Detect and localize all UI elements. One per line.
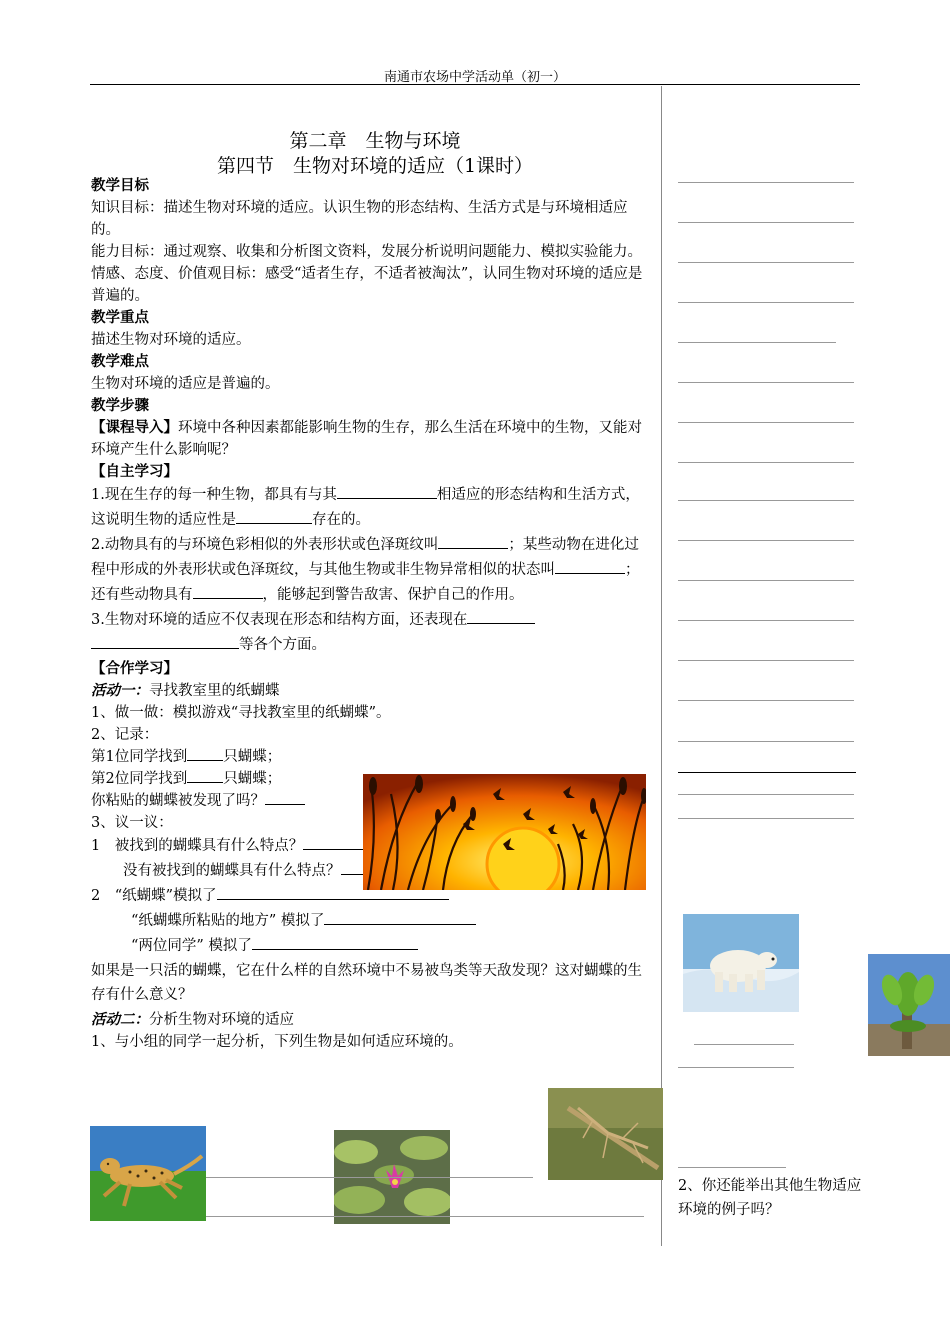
butterfly-sunset-image [363, 774, 646, 890]
stick-insect-svg [548, 1088, 663, 1180]
goal-knowledge: 知识目标：描述生物对环境的适应。认识生物的形态结构、生活方式是与环境相适应的。 [91, 200, 628, 238]
record-2-unit: 只蝴蝶； [223, 771, 282, 787]
record-2-blank[interactable] [187, 768, 223, 783]
activity-2-label: 活动二： [91, 1011, 149, 1028]
note-line [678, 620, 854, 621]
q1-part-a: 1.现在生存的每一种生物，都具有与其 [91, 487, 337, 503]
q2-blank-3[interactable] [193, 584, 263, 599]
activity-2-heading [91, 1009, 651, 1031]
self-question-2 [91, 533, 651, 608]
cheetah-svg [90, 1126, 206, 1221]
record-row-1 [91, 746, 651, 768]
note-line [678, 302, 854, 303]
self-study-heading: 【自主学习】 [91, 463, 178, 480]
q2-blank-2[interactable] [555, 559, 625, 574]
record-1-blank[interactable] [187, 746, 223, 761]
q2-blank-1[interactable] [438, 534, 508, 549]
cactus-image [868, 954, 950, 1056]
goal-ability: 能力目标：通过观察、收集和分析图文资料，发展分析说明问题能力、模拟实验能力。 [91, 244, 642, 260]
q2-part-d: ，能够起到警告敌害、保护自己的作用。 [262, 587, 524, 603]
discuss-1b-text: 没有被找到的蝴蝶具有什么特点？ [123, 863, 341, 879]
discuss-2b-blank[interactable] [324, 910, 476, 925]
note-line [678, 818, 854, 819]
activity-2-text: 分析生物对环境的适应 [149, 1012, 294, 1028]
note-line [678, 222, 854, 223]
q1-blank-1[interactable] [337, 484, 437, 499]
self-question-3 [91, 608, 651, 658]
note-line [678, 660, 854, 661]
answer-line [206, 1216, 644, 1217]
butterfly-sunset-svg [363, 774, 646, 890]
q1-part-c: 存在的。 [312, 512, 370, 528]
record-3-blank[interactable] [265, 790, 305, 805]
discuss-2a-text: 2 “纸蝴蝶”模拟了 [91, 888, 217, 904]
note-line [678, 540, 854, 541]
record-1-text: 第1位同学找到 [91, 749, 188, 765]
q2-part-a: 2.动物具有的与环境色彩相似的外表形状或色泽斑纹叫 [91, 537, 439, 553]
activity-1-step-2: 2、记录： [91, 727, 159, 743]
header-rule [90, 84, 860, 85]
intro-label: 【课程导入】 [91, 419, 178, 436]
note-line [678, 262, 854, 263]
note-line [678, 741, 854, 742]
note-line [678, 382, 854, 383]
activity-1-text: 寻找教室里的纸蝴蝶 [149, 683, 280, 699]
key-text: 描述生物对环境的适应。 [91, 332, 251, 348]
self-question-1 [91, 483, 651, 533]
q1-blank-2[interactable] [236, 509, 312, 524]
q1-part-b: 相适应的形态结构和生活方式，这说明生物的适应性是 [91, 487, 640, 528]
coop-heading: 【合作学习】 [91, 660, 178, 677]
chapter-title: 第二章 生物与环境 [289, 130, 461, 152]
activity-1-step-3: 3、议一议： [91, 815, 173, 831]
note-line [678, 580, 854, 581]
note-line [678, 700, 854, 701]
key-heading: 教学重点 [91, 309, 149, 326]
note-line [678, 462, 854, 463]
activity-2-step-1: 1、与小组的同学一起分析，下列生物是如何适应环境的。 [91, 1034, 463, 1050]
note-line [678, 794, 854, 795]
page-header: 南通市农场中学活动单（初一） [383, 70, 566, 85]
record-2-text: 第2位同学找到 [91, 771, 188, 787]
note-line [678, 342, 836, 343]
note-line [678, 500, 854, 501]
steps-heading: 教学步骤 [91, 397, 149, 414]
section-title: 第四节 生物对环境的适应（1课时） [216, 155, 534, 177]
polar-bear-svg [683, 914, 799, 1012]
note-line [678, 1067, 794, 1068]
side-question-2: 2、你还能举出其他生物适应环境的例子吗？ [678, 1178, 862, 1218]
record-3-text: 你粘贴的蝴蝶被发现了吗？ [91, 793, 265, 809]
cactus-svg [868, 954, 950, 1056]
note-line [678, 422, 854, 423]
q3-blank-2[interactable] [91, 634, 239, 649]
discuss-2c-blank[interactable] [252, 935, 418, 950]
cheetah-image [90, 1126, 206, 1221]
discuss-2c [91, 934, 651, 959]
q2-part-c: ；还有些动物具有 [91, 562, 640, 603]
goal-emotion: 情感、态度、价值观目标：感受“适者生存，不适者被淘汰”，认同生物对环境的适应是普遍的。 [91, 266, 643, 304]
column-divider [661, 86, 662, 1246]
goals-heading: 教学目标 [91, 177, 149, 194]
polar-bear-image [683, 914, 799, 1012]
activity-1-heading [91, 680, 651, 702]
difficult-text: 生物对环境的适应是普遍的。 [91, 376, 280, 392]
record-1-unit: 只蝴蝶； [223, 749, 282, 765]
main-column [91, 175, 651, 1053]
note-line [678, 1167, 786, 1168]
discuss-2c-text: “两位同学” 模拟了 [131, 938, 252, 954]
stick-insect-image [548, 1088, 663, 1180]
intro-paragraph [91, 417, 651, 461]
activity-1-step-1: 1、做一做：模拟游戏“寻找教室里的纸蝴蝶”。 [91, 705, 391, 721]
discuss-1a-text: 1 被找到的蝴蝶具有什么特点？ [91, 838, 304, 854]
discuss-3: 如果是一只活的蝴蝶，它在什么样的自然环境中不易被鸟类等天敌发现？这对蝴蝶的生存有什么意义？ [91, 963, 642, 1003]
q3-part-b: 等各个方面。 [239, 637, 326, 653]
discuss-2b [91, 909, 651, 934]
intro-text: 环境中各种因素都能影响生物的生存，那么生活在环境中的生物，又能对环境产生什么影响呢？ [91, 420, 642, 458]
q3-blank-1[interactable] [467, 609, 535, 624]
q3-part-a: 3.生物对环境的适应不仅表现在形态和结构方面，还表现在 [91, 612, 468, 628]
difficult-heading: 教学难点 [91, 353, 149, 370]
discuss-2b-text: “纸蝴蝶所粘贴的地方” 模拟了 [131, 913, 325, 929]
q2-part-b: ；某些动物在进化过程中形成的外表形状或色泽斑纹，与其他生物或非生物异常相似的状态叫 [91, 537, 639, 578]
note-line [694, 1044, 794, 1045]
note-line [678, 772, 856, 773]
activity-1-label: 活动一： [91, 682, 149, 699]
answer-line [206, 1177, 533, 1178]
note-line [678, 182, 854, 183]
